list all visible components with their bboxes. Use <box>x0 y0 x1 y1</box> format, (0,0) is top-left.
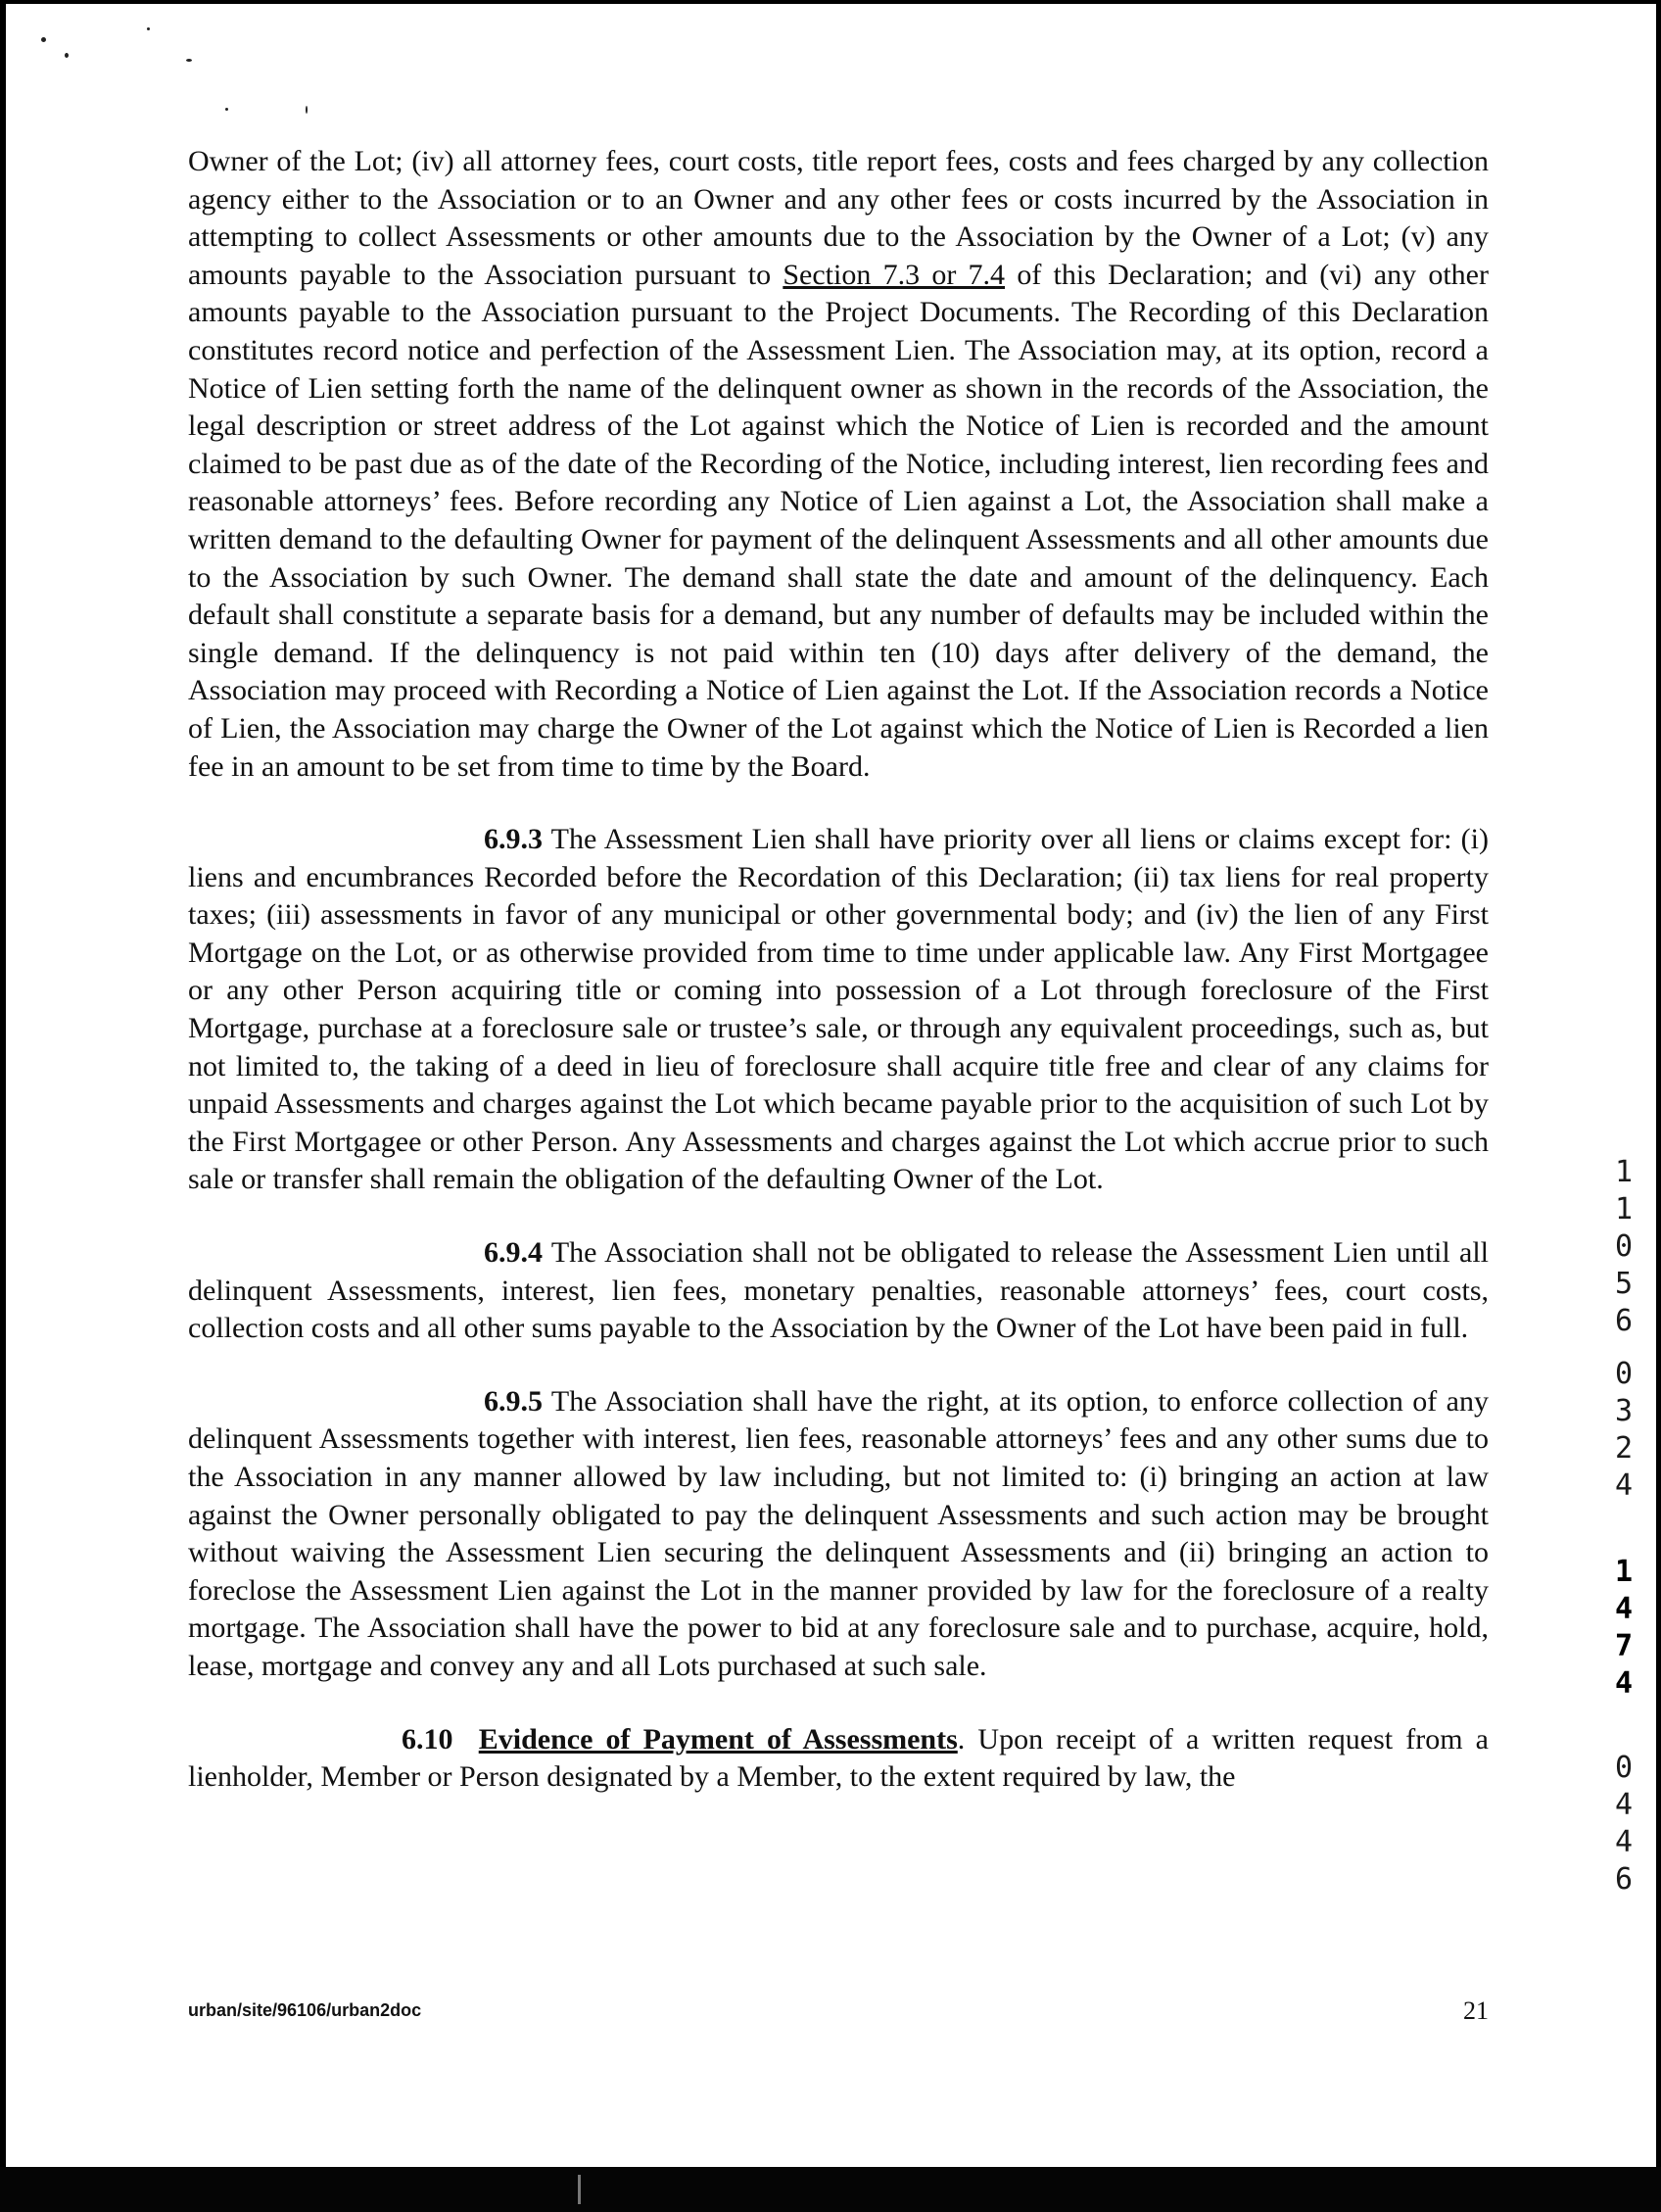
section-text: . Upon receipt of a written request from a lienholder, Member or Person designated by a Member, to the extent required by law, the <box>188 1722 1489 1794</box>
margin-stamp-group-4 <box>1606 1750 1641 1899</box>
document-body <box>188 143 1489 1797</box>
stamp-digit: 4 <box>1614 1468 1634 1503</box>
scan-speck <box>186 59 192 62</box>
stamp-digit: 4 <box>1614 1825 1634 1859</box>
section-number: 6.9.3 <box>484 823 543 856</box>
stamp-digit: 3 <box>1614 1394 1634 1428</box>
margin-stamp-group-1 <box>1606 1154 1641 1340</box>
stamp-digit: 6 <box>1614 1304 1634 1338</box>
section-text: The Association shall have the right, at its option, to enforce collection of any delinquent Assessments together with interest, lien fees, reasonable attorneys’ fees and any other sums due to the Association in any manner allowed by law including, but not limited to: (i) bringing an action at law against the Owner personally obligated to pay the delinquent Assessments and such action may be brought without waiving the Assessment Lien securing the delinquent Assessments and (ii) bringing an action to foreclose the Assessment Lien against the Lot in the manner provided by law for the foreclosure of a realty mortgage. The Association shall have the power to bid at any foreclosure sale and to purchase, acquire, hold, lease, mortgage and convey any and all Lots purchased at such sale. <box>188 1384 1489 1682</box>
stamp-digit: 0 <box>1614 1751 1634 1785</box>
section-6-10 <box>188 1721 1489 1797</box>
stamp-digit: 0 <box>1614 1357 1634 1391</box>
stamp-digit: 1 <box>1614 1192 1634 1226</box>
section-reference: Section 7.3 or 7.4 <box>783 258 1006 291</box>
section-number: 6.9.4 <box>484 1236 543 1270</box>
scan-border-top <box>0 0 1661 4</box>
document-path: urban/site/96106/urban2doc <box>188 2000 422 2020</box>
stamp-digit: 5 <box>1614 1267 1634 1301</box>
scan-speck <box>306 106 308 114</box>
stamp-digit: 2 <box>1614 1431 1634 1466</box>
section-6-9-3 <box>188 821 1489 1199</box>
scan-border-right <box>1656 0 1661 2212</box>
stamp-digit: 7 <box>1614 1629 1634 1663</box>
paragraph-text: Owner of the Lot; (iv) all attorney fees, court costs, title report fees, costs and fees charged by any collection agency either to the Association or to an Owner and any other fees or costs incurred by the Association in attempting to collect Assessments or other amounts due to the Association by the Owner of a Lot; (v) any amounts payable to the Association pursuant to <box>188 145 1489 291</box>
section-6-9-5 <box>188 1383 1489 1686</box>
scan-bottom-tick <box>578 2175 581 2204</box>
stamp-digit: 1 <box>1614 1155 1634 1189</box>
margin-stamp-group-2 <box>1606 1356 1641 1505</box>
scan-speck <box>225 108 228 111</box>
stamp-digit: 1 <box>1614 1555 1634 1589</box>
section-heading: Evidence of Payment of Assessments <box>478 1722 958 1755</box>
stamp-digit: 4 <box>1614 1592 1634 1626</box>
stamp-digit: 4 <box>1614 1788 1634 1822</box>
paragraph-assessment-lien-continued <box>188 143 1489 786</box>
paragraph-text: of this Declaration; and (vi) any other amounts payable to the Association pursuant to the Project Documents. The Recording of this Declaration constitutes record notice and perfection of the Assessment Lien. The Association may, at its option, record a Notice of Lien setting forth the name of the delinquent owner as shown in the records of the Association, the legal description or street address of the Lot against which the Notice of Lien is recorded and the amount claimed to be past due as of the date of the Recording of the Notice, including interest, lien recording fees and reasonable attorneys’ fees. Before recording any Notice of Lien against a Lot, the Association shall make a written demand to the defaulting Owner for payment of the delinquent Assessments and all other amounts due to the Association by such Owner. The demand shall state the date and amount of the delinquency. Each default shall constitute a separate basis for a demand, but any number of defaults may be included within the single demand. If the delinquency is not paid within ten (10) days after delivery of the demand, the Association may proceed with Recording a Notice of Lien against the Lot. If the Association records a Notice of Lien, the Association may charge the Owner of the Lot against which the Notice of Lien is Recorded a lien fee in an amount to be set from time to time by the Board. <box>188 258 1489 783</box>
stamp-digit: 0 <box>1614 1229 1634 1264</box>
section-text: The Association shall not be obligated to release the Assessment Lien until all delinquent Assessments, interest, lien fees, monetary penalties, reasonable attorneys’ fees, court costs, collection costs and all other sums payable to the Association by the Owner of the Lot have been paid in full. <box>188 1236 1489 1345</box>
page-number: 21 <box>1463 1996 1489 2025</box>
page-footer <box>188 1996 1489 2026</box>
section-number: 6.9.5 <box>484 1384 543 1418</box>
scan-speck <box>65 53 69 58</box>
stamp-digit: 6 <box>1614 1862 1634 1897</box>
section-number: 6.10 <box>402 1722 453 1755</box>
scan-bottom-band <box>0 2167 1661 2212</box>
stamp-digit: 4 <box>1614 1666 1634 1701</box>
scan-speck <box>41 37 46 42</box>
margin-stamp-group-3 <box>1606 1554 1641 1703</box>
section-text: The Assessment Lien shall have priority over all liens or claims except for: (i) liens and encumbrances Recorded before the Recordation of this Declaration; (ii) tax liens for real property taxes; (iii) assessments in favor of any municipal or other governmental body; and (iv) the lien of any First Mortgage on the Lot, or as otherwise provided from time to time under applicable law. Any First Mortgagee or any other Person acquiring title or coming into possession of a Lot through foreclosure of the First Mortgage, purchase at a foreclosure sale or trustee’s sale, or through any equivalent proceedings, such as, but not limited to, the taking of a deed in lieu of foreclosure shall acquire title free and clear of any claims for unpaid Assessments and charges against the Lot which became payable prior to the acquisition of such Lot by the First Mortgagee or other Person. Any Assessments and charges against the Lot which accrue prior to such sale or transfer shall remain the obligation of the defaulting Owner of the Lot. <box>188 823 1489 1196</box>
scan-border-left <box>0 0 6 2212</box>
section-6-9-4 <box>188 1234 1489 1348</box>
scan-speck <box>147 27 150 30</box>
